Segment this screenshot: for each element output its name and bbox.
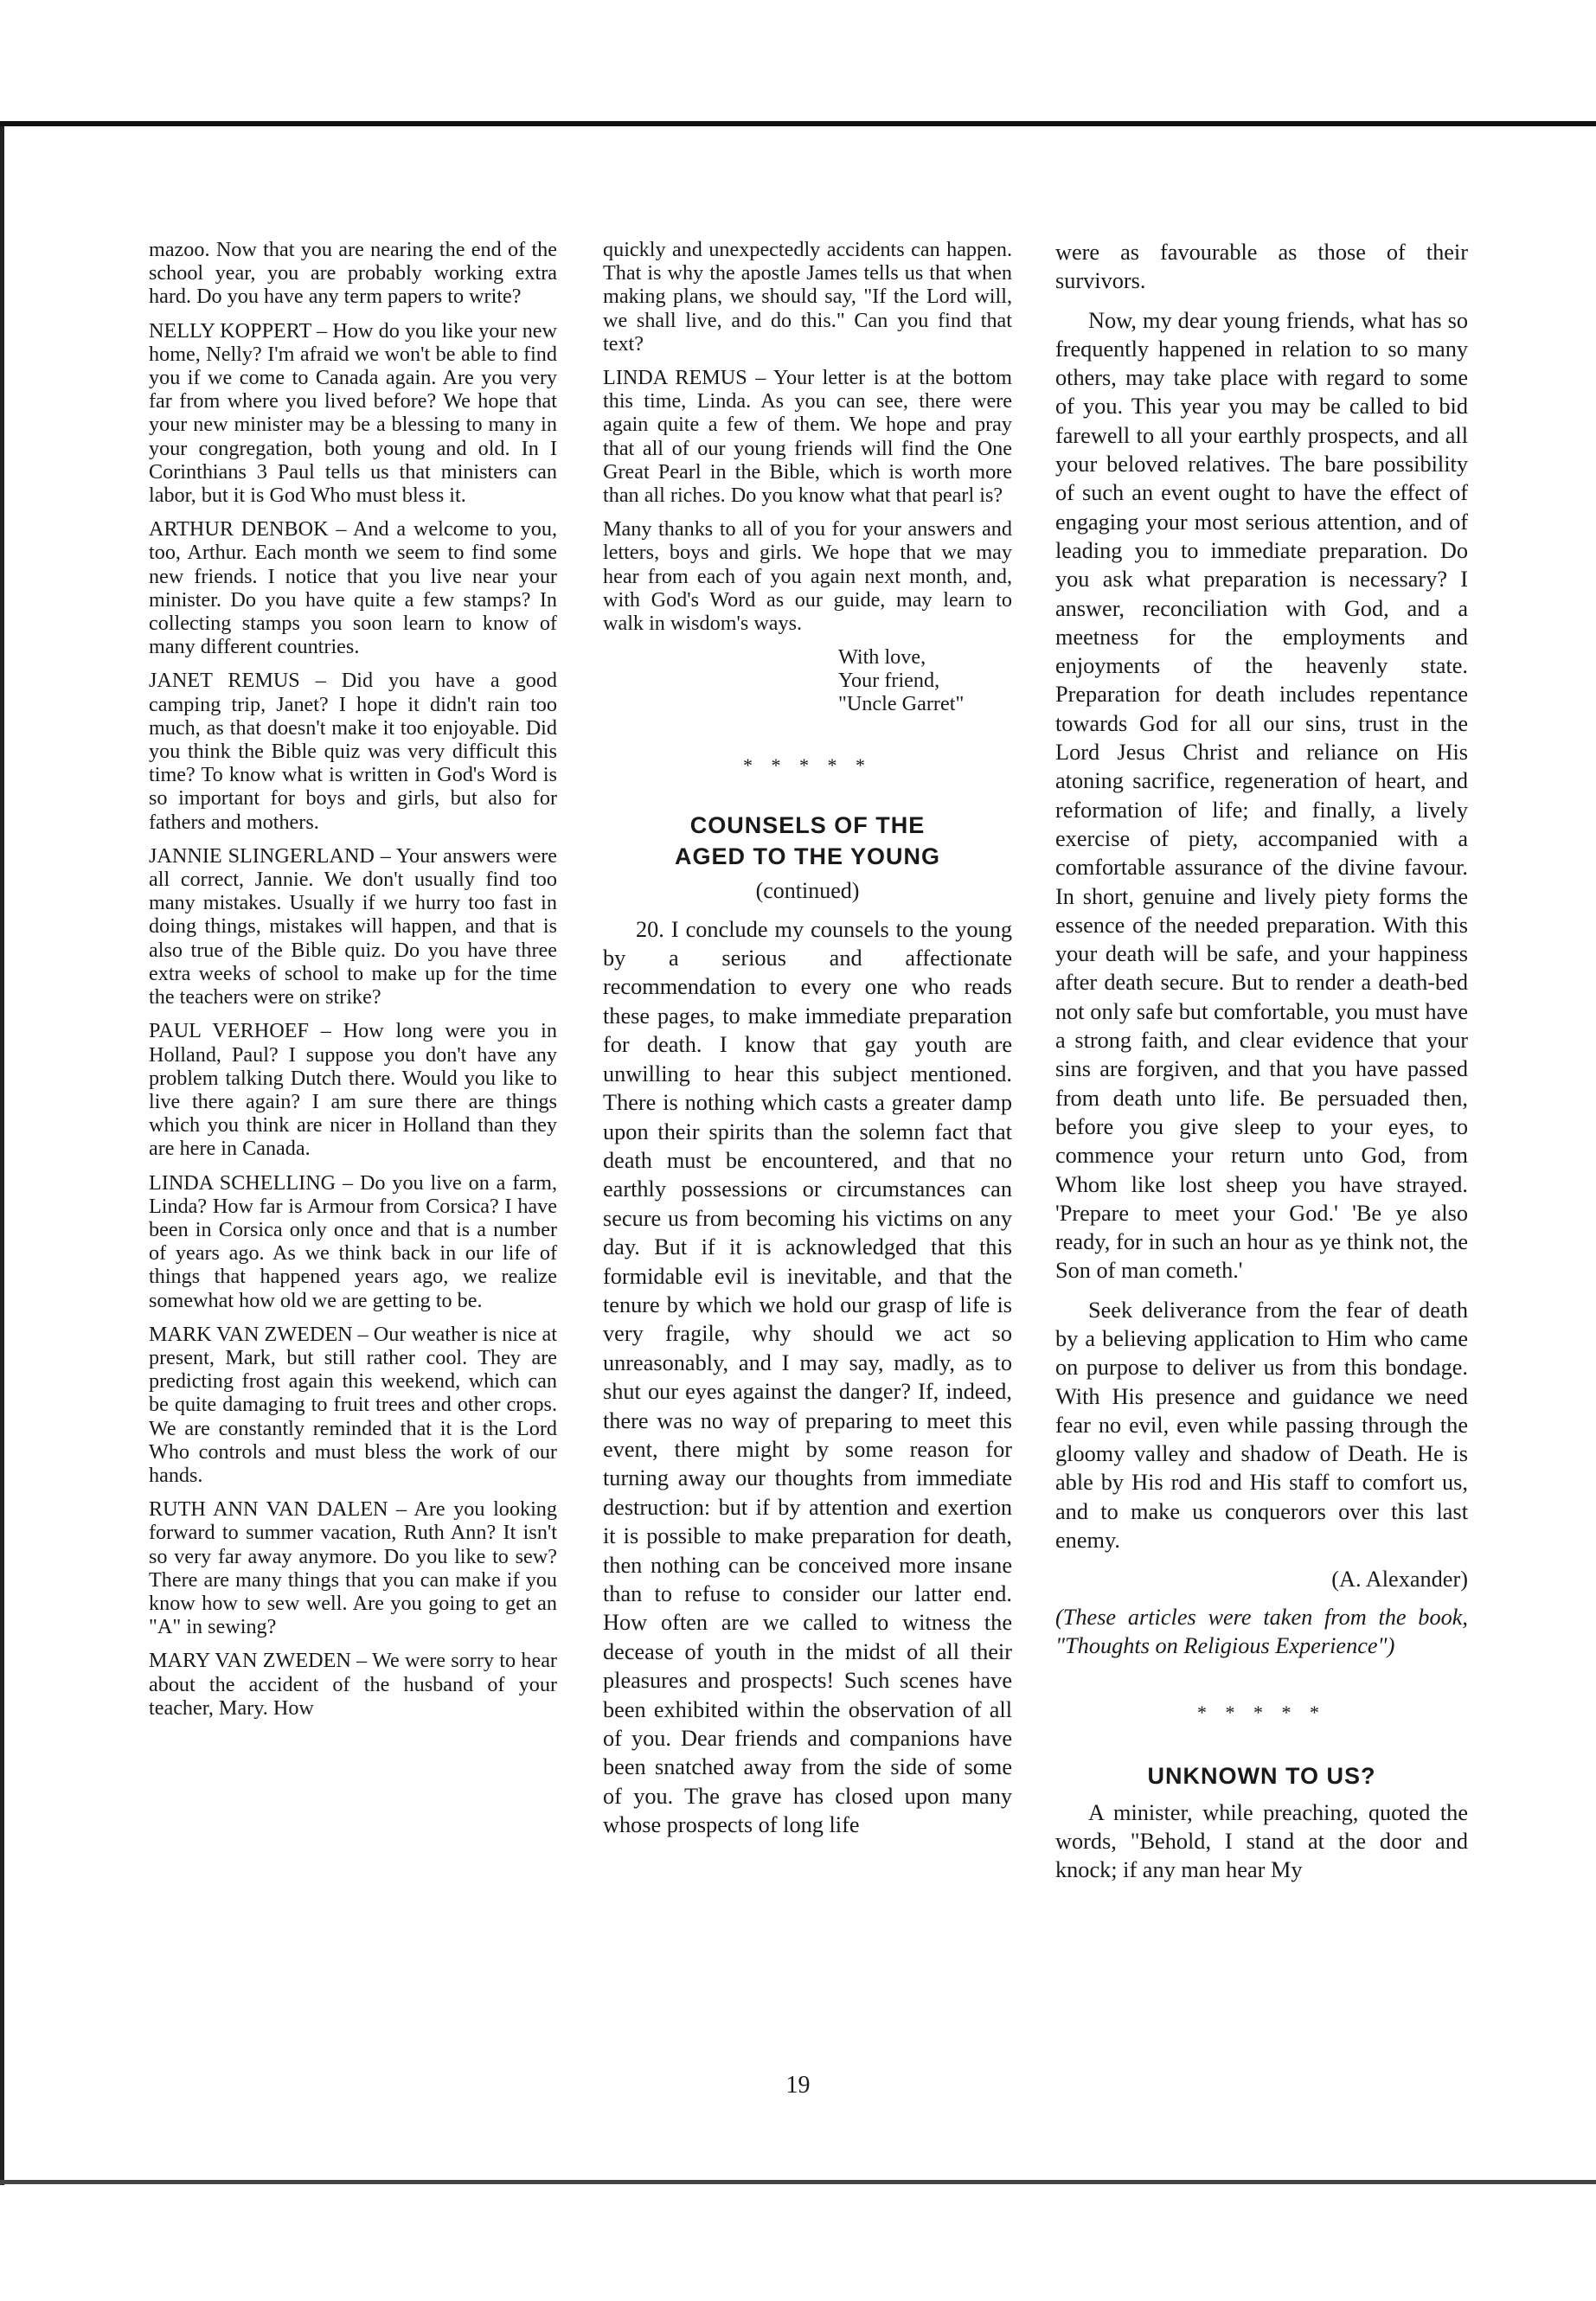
letter-paragraph: RUTH ANN VAN DALEN – Are you looking forward to summer vacation, Ruth Ann? It isn't so very far away anymore. Do you like to sew? There are many things that you can make if you know how to sew well. Are you going to get an "A" in sewing? <box>149 1497 557 1639</box>
column-3 <box>1055 238 1468 1894</box>
letter-paragraph: JANNIE SLINGERLAND – Your answers were all correct, Jannie. We don't usually find too many mistakes. Usually if we hurry too fast in doing things, mistakes will happen, and that is also true of the Bible quiz. Do you have three extra weeks of school to make up for the time the teachers were on strike? <box>149 843 557 1009</box>
section-separator: * * * * * <box>743 754 872 777</box>
article-heading: UNKNOWN TO US? <box>1147 1762 1376 1789</box>
letter-paragraph: quickly and unexpectedly accidents can happen. That is why the apostle James tells us that when making plans, we should say, "If the Lord will, we shall live, and do this." Can you find that text? <box>603 238 1012 356</box>
letter-paragraph: NELLY KOPPERT – How do you like your new home, Nelly? I'm afraid we won't be able to find you if we come to Canada again. Are you very far from where you lived before? We hope that your new minister may be a blessing to many in your congregation, both young and old. In I Corinthians 3 Paul tells us that ministers can labor, but it is God Who must bless it. <box>149 318 557 508</box>
article-paragraph: Seek deliverance from the fear of death by a believing application to Him who came on purpose to deliver us from this bondage. With His presence and guidance we need fear no evil, even while passing through the gloomy valley and shadow of Death. He is able by His rod and His staff to comfort us, and to make us conquerors over this last enemy. <box>1055 1297 1468 1554</box>
article-paragraph: were as favourable as those of their survivors. <box>1055 240 1468 294</box>
source-note: (These articles were taken from the book, "Thoughts on Religious Experience") <box>1055 1604 1468 1658</box>
article-paragraph: 20. I conclude my counsels to the young by a serious and affectionate recommendation to every one who reads these pages, to make immediate preparation for death. I know that gay youth are unwilling to hear this subject mentioned. There is nothing which casts a greater damp upon their spirits than the solemn fact that death must be encountered, and that no earthly possessions or circumstances can secure us from becoming his victims on any day. But if it is acknowledged that this formidable evil is inevitable, and that the tenure by which we hold our grasp of life is very fragile, why should we act so unreasonably, and I may say, madly, as to shut our eyes against the danger? If, indeed, there was no way of preparing to meet this event, there might by some reason for turning away our thoughts from immediate destruction: but if by attention and exertion it is possible to make preparation for death, then nothing can be conceived more insane than to refuse to consider our latter end. How often are we called to witness the decease of youth in the midst of all their pleasures and prospects! Such scenes have been exhibited within the observation of all of you. Dear friends and companions have been snatched away from the side of some of you. The grave has closed upon many whose prospects of long life <box>603 916 1012 1838</box>
page-number: 19 <box>785 2072 811 2099</box>
article-paragraph: Now, my dear young friends, what has so frequently happened in relation to so many others, may take place with regard to some of you. This year you may be called to bid farewell to all your earthly prospects, and all your beloved relatives. The bare possibility of such an event ought to have the effect of engaging your most serious attention, and of leading you to immediate preparation. Do you ask what preparation is necessary? I answer, reconciliation with God, and a meetness for the employments and enjoyments of the heavenly state. Preparation for death includes repentance towards God for all our sins, trust in the Lord Jesus Christ and reliance on His atoning sacrifice, regeneration of heart, and reformation of life; and finally, a lively exercise of piety, accompanied with a comfortable assurance of the divine favour. In short, genuine and lively piety forms the essence of the needed preparation. With this your death will be safe, and your happiness after death secure. But to render a death-bed not only safe but comfortable, you must have a strong faith, and clear evidence that your sins are forgiven, and that you have passed from death unto life. Be persuaded then, before you give sleep to your eyes, to commence your return unto God, from Whom like lost sheep you have strayed. 'Prepare to meet your God.' 'Be ye also ready, for in such an hour as ye think not, the Son of man cometh.' <box>1055 307 1468 1284</box>
page-left-edge <box>0 126 4 2185</box>
heading-line: AGED TO THE YOUNG <box>674 843 941 870</box>
section-separator: * * * * * <box>1197 1702 1326 1724</box>
letter-paragraph: LINDA SCHELLING – Do you live on a farm, Linda? How far is Armour from Corsica? I have been in Corsica only once and that is a number of years ago. As we think back in our life of things that happened years ago, we realize somewhat how old we are getting to be. <box>149 1170 557 1312</box>
top-rule <box>0 121 1596 126</box>
closing-paragraph: Many thanks to all of you for your answers and letters, boys and girls. We hope that we may hear from each of you again next month, and, with God's Word as our guide, may learn to walk in wisdom's ways. <box>603 517 1012 636</box>
letter-paragraph: ARTHUR DENBOK – And a welcome to you, too, Arthur. Each month we seem to find some new friends. I notice that you live near your minister. Do you have quite a few stamps? In collecting stamps you soon learn to know of many different countries. <box>149 517 557 659</box>
signoff-signature: "Uncle Garret" <box>838 692 965 716</box>
letter-paragraph: MARK VAN ZWEDEN – Our weather is nice at present, Mark, but still rather cool. They are predicting frost again this weekend, which can be quite damaging to fruit trees and other crops. We are constantly reminded that it is the Lord Who controls and must bless the work of our hands. <box>149 1322 558 1487</box>
signoff <box>838 645 1012 715</box>
letter-paragraph: mazoo. Now that you are nearing the end of the school year, you are probably working extra hard. Do you have any term papers to write? <box>149 238 557 309</box>
letter-paragraph: LINDA REMUS – Your letter is at the bottom this time, Linda. As you can see, there were again quite a few of them. We hope and pray that all of our young friends will find the One Great Pearl in the Bible, which is worth more than all riches. Do you know what that pearl is? <box>603 366 1012 508</box>
article-heading <box>603 810 1012 872</box>
article-subheading: (continued) <box>755 878 860 904</box>
letter-paragraph: PAUL VERHOEF – How long were you in Holland, Paul? I suppose you don't have any problem talking Dutch there. Would you like to live there again? I am sure there are things which you think are nicer in Holland than they are here in Canada. <box>149 1019 557 1161</box>
signoff-line: Your friend, <box>838 669 940 693</box>
heading-line: COUNSELS OF THE <box>689 812 926 839</box>
letter-paragraph: JANET REMUS – Did you have a good camping trip, Janet? I hope it didn't rain too much, as that doesn't make it too enjoyable. Did you think the Bible quiz was very difficult this time? To know what is written in God's Word is so important for boys and girls, but also for fathers and mothers. <box>149 669 557 834</box>
page-bottom-edge <box>0 2180 1596 2184</box>
column-2 <box>603 238 1012 1850</box>
article-paragraph: A minister, while preaching, quoted the words, "Behold, I stand at the door and knock; if any man hear My <box>1055 1799 1468 1883</box>
column-1 <box>149 238 557 1730</box>
article-attribution: (A. Alexander) <box>1331 1567 1468 1593</box>
letter-paragraph: MARY VAN ZWEDEN – We were sorry to hear about the accident of the husband of your teacher, Mary. How <box>149 1649 557 1720</box>
signoff-line: With love, <box>838 645 926 670</box>
